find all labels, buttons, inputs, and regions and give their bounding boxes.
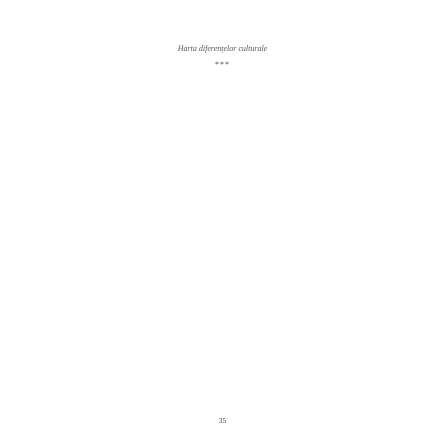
page-number: 35 (218, 416, 227, 425)
body-text (125, 70, 323, 410)
paragraph-5 (125, 94, 323, 100)
running-header: Harta diferențelor culturale (177, 44, 268, 53)
section-separator: *** (215, 60, 230, 69)
